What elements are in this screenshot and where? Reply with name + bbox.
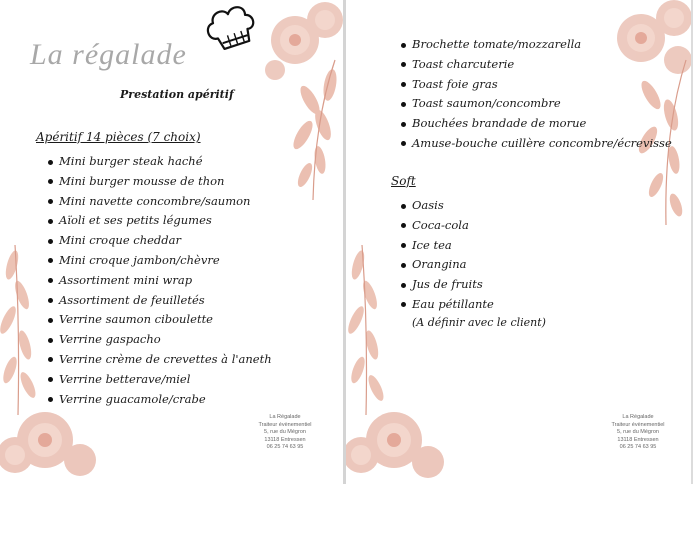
footer-contact-left: La Régalade Traiteur évènementiel 5, rue du Mégron 13118 Entressen 06 25 74 63 95 xyxy=(258,414,312,450)
list-item: Oasis xyxy=(401,196,494,216)
bullet-icon xyxy=(48,199,53,204)
list-item: Mini navette concombre/saumon xyxy=(48,192,272,212)
list-item: Aïoli et ses petits légumes xyxy=(48,211,272,231)
soft-drink-note: (A définir avec le client) xyxy=(412,316,546,329)
aperitif-item-list xyxy=(48,152,272,409)
list-item: Verrine crème de crevettes à l'aneth xyxy=(48,350,272,370)
menu-page-left xyxy=(0,0,343,484)
list-item: Verrine saumon ciboulette xyxy=(48,310,272,330)
bullet-icon xyxy=(401,141,406,146)
list-item: Brochette tomate/mozzarella xyxy=(401,35,672,55)
bullet-icon xyxy=(48,278,53,283)
menu-page-right xyxy=(346,0,691,484)
list-item: Verrine guacamole/crabe xyxy=(48,390,272,410)
bullet-icon xyxy=(401,223,406,228)
list-item: Toast foie gras xyxy=(401,75,672,95)
list-item: Coca-cola xyxy=(401,216,494,236)
list-item: Ice tea xyxy=(401,236,494,256)
section-title-aperitif: Apéritif 14 pièces (7 choix) xyxy=(36,130,201,144)
bullet-icon xyxy=(48,318,53,323)
bullet-icon xyxy=(401,283,406,288)
canape-item-list xyxy=(401,35,672,154)
bullet-icon xyxy=(48,357,53,362)
bullet-icon xyxy=(48,377,53,382)
soft-drink-list xyxy=(401,196,494,315)
bullet-icon xyxy=(48,397,53,402)
list-item: Mini croque jambon/chèvre xyxy=(48,251,272,271)
list-item: Toast saumon/concombre xyxy=(401,94,672,114)
list-item: Eau pétillante xyxy=(401,295,494,315)
page-subtitle: Prestation apéritif xyxy=(120,88,234,101)
list-item: Amuse-bouche cuillère concombre/écrevisse xyxy=(401,134,672,154)
brand-title: La régalade xyxy=(30,38,187,71)
list-item: Mini burger steak haché xyxy=(48,152,272,172)
list-item: Assortiment mini wrap xyxy=(48,271,272,291)
bullet-icon xyxy=(48,258,53,263)
bullet-icon xyxy=(48,160,53,165)
section-title-soft: Soft xyxy=(391,174,416,188)
bullet-icon xyxy=(401,82,406,87)
bullet-icon xyxy=(401,302,406,307)
list-item: Mini croque cheddar xyxy=(48,231,272,251)
bullet-icon xyxy=(401,243,406,248)
list-item: Assortiment de feuilletés xyxy=(48,291,272,311)
bullet-icon xyxy=(48,219,53,224)
list-item: Mini burger mousse de thon xyxy=(48,172,272,192)
bullet-icon xyxy=(48,298,53,303)
list-item: Orangina xyxy=(401,255,494,275)
list-item: Bouchées brandade de morue xyxy=(401,114,672,134)
footer-contact-right: La Régalade Traiteur évènementiel 5, rue du Mégron 13118 Entressen 06 25 74 63 95 xyxy=(611,414,665,450)
list-item: Toast charcuterie xyxy=(401,55,672,75)
list-item: Verrine gaspacho xyxy=(48,330,272,350)
bullet-icon xyxy=(48,239,53,244)
bullet-icon xyxy=(48,338,53,343)
bullet-icon xyxy=(401,102,406,107)
bullet-icon xyxy=(401,122,406,127)
list-item: Jus de fruits xyxy=(401,275,494,295)
page-edge xyxy=(691,0,693,484)
bullet-icon xyxy=(401,204,406,209)
chef-hat-icon xyxy=(202,4,260,56)
bullet-icon xyxy=(401,43,406,48)
blank-area xyxy=(0,484,697,542)
bullet-icon xyxy=(401,263,406,268)
bullet-icon xyxy=(48,179,53,184)
list-item: Verrine betterave/miel xyxy=(48,370,272,390)
bullet-icon xyxy=(401,62,406,67)
